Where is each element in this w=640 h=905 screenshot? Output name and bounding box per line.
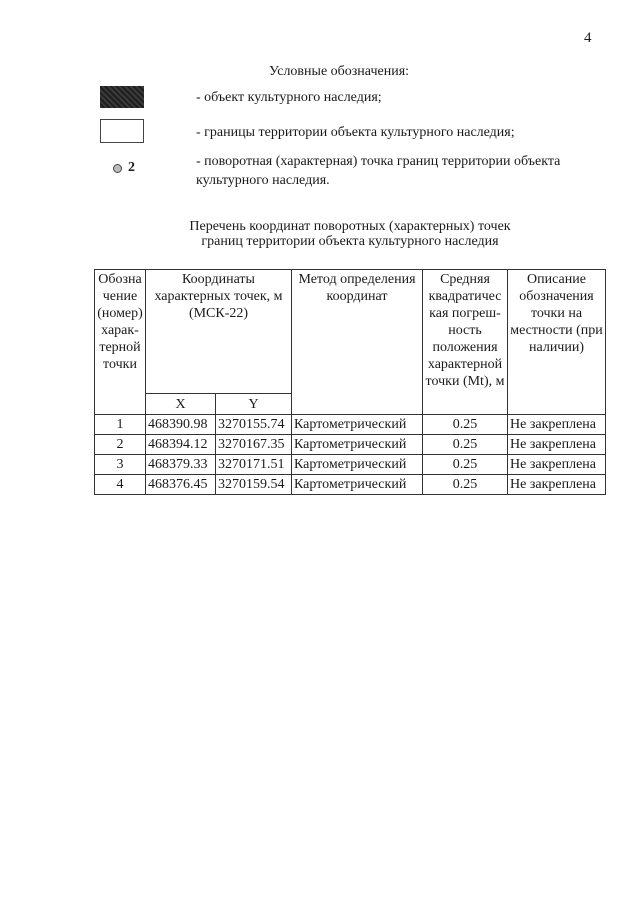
turning-point-marker-label: 2 — [128, 160, 135, 176]
header-x: X — [146, 394, 216, 415]
table-header-row — [95, 270, 606, 394]
legend-item-heritage-object: - объект культурного наследия; — [196, 90, 382, 105]
legend-item-turning-point: - поворотная (характерная) точка границ территории объекта культурного наследия. — [196, 154, 561, 188]
cell-x: 468394.12 — [146, 435, 216, 455]
header-description: Описание обозначения точки на местности (при наличии) — [508, 270, 606, 415]
cell-num: 4 — [95, 475, 146, 495]
cell-error: 0.25 — [423, 435, 508, 455]
cell-num: 2 — [95, 435, 146, 455]
coordinates-list-title-line2: границ территории объекта культурного наследия — [201, 234, 499, 249]
table-row — [95, 455, 606, 475]
coordinates-list-title-line1: Перечень координат поворотных (характерных) точек — [189, 219, 511, 234]
cell-description: Не закреплена — [508, 415, 606, 435]
turning-point-marker — [113, 159, 135, 177]
cell-x: 468376.45 — [146, 475, 216, 495]
header-coordinates: Координаты характерных точек, м (МСК-22) — [146, 270, 292, 394]
page-number: 4 — [584, 30, 592, 46]
cell-error: 0.25 — [423, 415, 508, 435]
table-row — [95, 435, 606, 455]
cell-num: 3 — [95, 455, 146, 475]
header-designation: Обозна чение (номер) харак- терной точки — [95, 270, 146, 415]
cell-method: Картометрический — [292, 455, 423, 475]
cell-method: Картометрический — [292, 475, 423, 495]
cell-method: Картометрический — [292, 435, 423, 455]
cell-method: Картометрический — [292, 415, 423, 435]
turning-point-dot-icon — [113, 164, 122, 173]
coordinates-table — [94, 269, 606, 495]
cell-y: 3270167.35 — [216, 435, 292, 455]
header-y: Y — [216, 394, 292, 415]
cell-description: Не закреплена — [508, 475, 606, 495]
cell-description: Не закреплена — [508, 455, 606, 475]
cell-y: 3270159.54 — [216, 475, 292, 495]
header-error: Средняя квадратичес кая погреш- ность положения характерной точки (Mt), м — [423, 270, 508, 415]
cell-error: 0.25 — [423, 455, 508, 475]
cell-num: 1 — [95, 415, 146, 435]
header-method: Метод определения координат — [292, 270, 423, 415]
table-row — [95, 415, 606, 435]
legend-item-territory-boundary: - границы территории объекта культурного наследия; — [196, 125, 515, 140]
cell-x: 468379.33 — [146, 455, 216, 475]
heritage-object-swatch-icon — [100, 86, 144, 108]
table-row — [95, 475, 606, 495]
cell-error: 0.25 — [423, 475, 508, 495]
cell-y: 3270155.74 — [216, 415, 292, 435]
cell-description: Не закреплена — [508, 435, 606, 455]
cell-y: 3270171.51 — [216, 455, 292, 475]
legend-title: Условные обозначения: — [269, 64, 410, 79]
territory-boundary-swatch-icon — [100, 119, 144, 143]
coordinates-list-title — [100, 219, 600, 249]
cell-x: 468390.98 — [146, 415, 216, 435]
